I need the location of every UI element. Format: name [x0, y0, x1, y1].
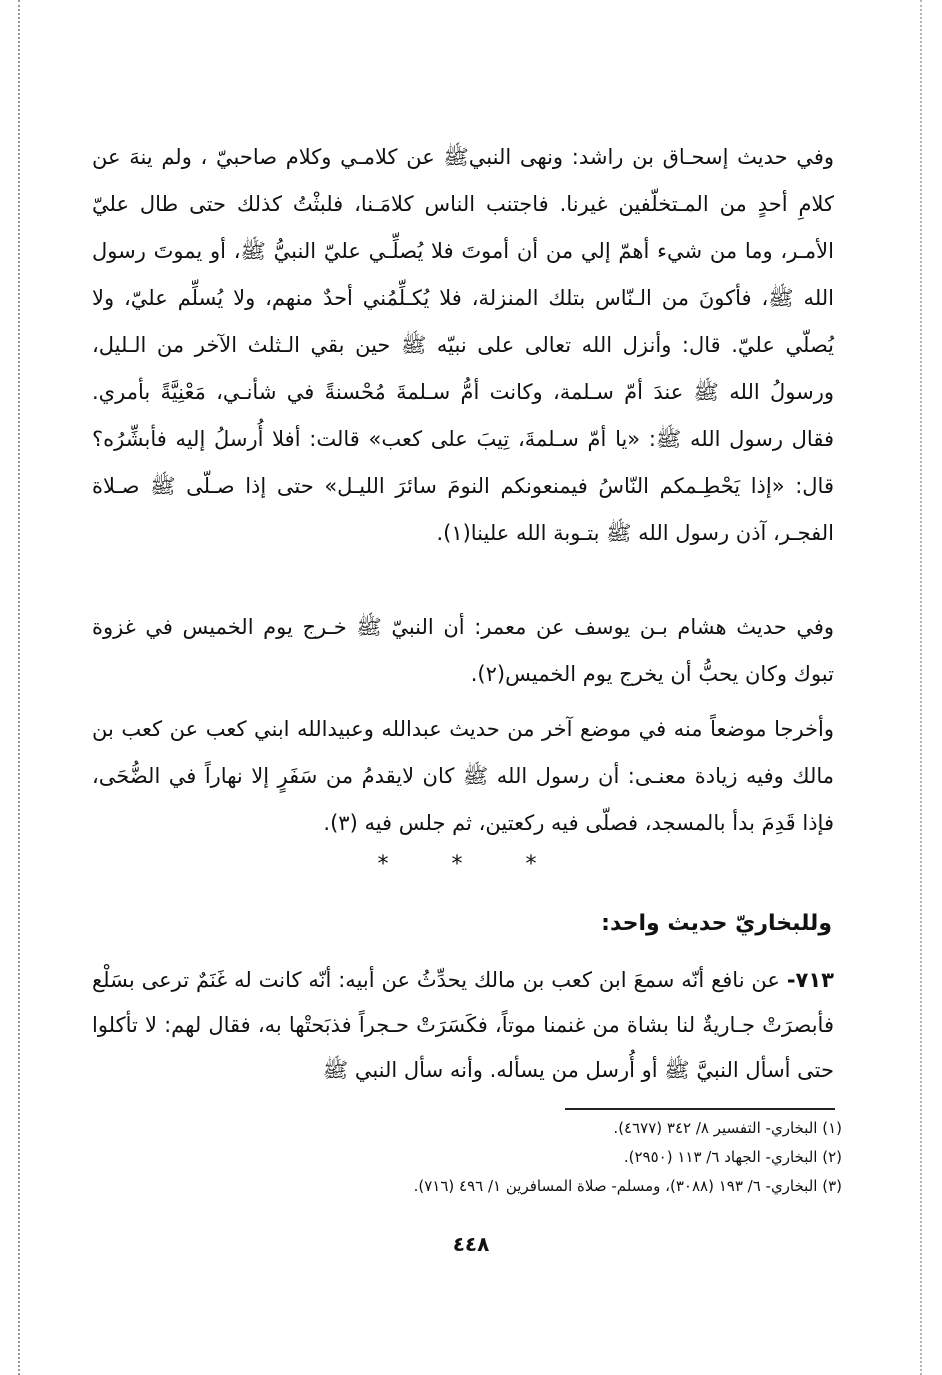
hadith-text: عن نافع أنّه سمعَ ابن كعب بن مالك يحدِّثُ عن أبيه: أنّه كانت له غَنَمٌ ترعى بسَلْع فأبصرَتْ جـاريةٌ لنا بشاة من غنمنا موتاً، فكَسَرَتْ حـجراً فذبَحتْها به، فقال لهم: لا تأكلوا حتى أسأل النبيَّ ﷺ أو أُرسل من يسأله. وأنه سأل النبي ﷺ	[92, 968, 834, 1082]
section-separator: * * *	[377, 852, 565, 877]
paragraph-ishaq-narration	[92, 134, 834, 557]
paragraph-text: وأخرجا موضعاً منه في موضع آخر من حديث عبدالله وعبيدالله ابني كعب عن كعب بن مالك وفيه زيادة معنـى: أن رسول الله ﷺ كان لايقدمُ من سَفَرٍ إلا نهاراً في الضُّحَى، فإذا قَدِمَ بدأ بالمسجد، فصلّى فيه ركعتين، ثم جلس فيه (٣).	[92, 717, 834, 835]
footnotes	[200, 1114, 842, 1201]
footnote-divider	[565, 1108, 835, 1110]
scan-edge-dots-left	[18, 0, 20, 1375]
hadith-713	[92, 958, 834, 1093]
page-number: ٤٤٨	[452, 1232, 490, 1256]
paragraph-text: وفي حديث إسحـاق بن راشد: ونهى النبيﷺ عن كلامـي وكلام صاحبيّ ، ولم ينهَ عن كلامِ أحدٍ من المـتخلّفين غيرنا. فاجتنب الناس كلامَـنا، فلبثْتُ كذلك حتى طال عليّ الأمـر، وما من شيء أهمّ إلي من أن أموتَ فلا يُصلِّـي عليّ النبيُّ ﷺ، أو يموتَ رسول الله ﷺ، فأكونَ من الـنّاس بتلك المنزلة، فلا يُكـلِّمُني أحدٌ منهم، ولا يُسلِّم عليّ، ولا يُصلّي عليّ. قال: وأنزل الله تعالى على نبيّه ﷺ حين بقي الـثلث الآخر من الـليل، ورسولُ الله ﷺ عندَ أمّ سـلمة، وكانت أمُّ سـلمةَ مُحْسنةً في شأنـي، مَعْنِيَّةً بأمري. فقال رسول الله ﷺ: «يا أمّ سـلمةَ، تِيبَ على كعب» قالت: أفلا أُرسلُ إليه فأبشِّرُه؟ قال: «إذا يَحْطِـمكم النّاسُ فيمنعونكم النومَ سائرَ الليـل» حتى إذا صـلّى ﷺ صـلاة الفجـر، آذن رسول الله ﷺ بتـوبة الله علينا(١).	[92, 145, 834, 545]
scan-edge-dots-right	[920, 0, 922, 1375]
footnote-2: (٢) البخاري- الجهاد ٦/ ١١٣ (٢٩٥٠).	[623, 1148, 842, 1166]
footnote-3: (٣) البخاري- ٦/ ١٩٣ (٣٠٨٨)، ومسلم- صلاة المسافرين ١/ ٤٩٦ (٧١٦).	[413, 1177, 842, 1195]
hadith-number: ٧١٣-	[786, 968, 834, 992]
paragraph-text: وفي حديث هشام بـن يوسف عن معمر: أن النبيّ ﷺ خـرج يوم الخميس في غزوة تبوك وكان يحبُّ أن يخرج يوم الخميس(٢).	[92, 615, 834, 686]
paragraph-abdullah-narration	[92, 706, 834, 847]
section-heading: وللبخاريّ حديث واحد:	[601, 911, 832, 936]
paragraph-hisham-narration	[92, 604, 834, 698]
footnote-1: (١) البخاري- التفسير ٨/ ٣٤٢ (٤٦٧٧).	[613, 1119, 842, 1137]
